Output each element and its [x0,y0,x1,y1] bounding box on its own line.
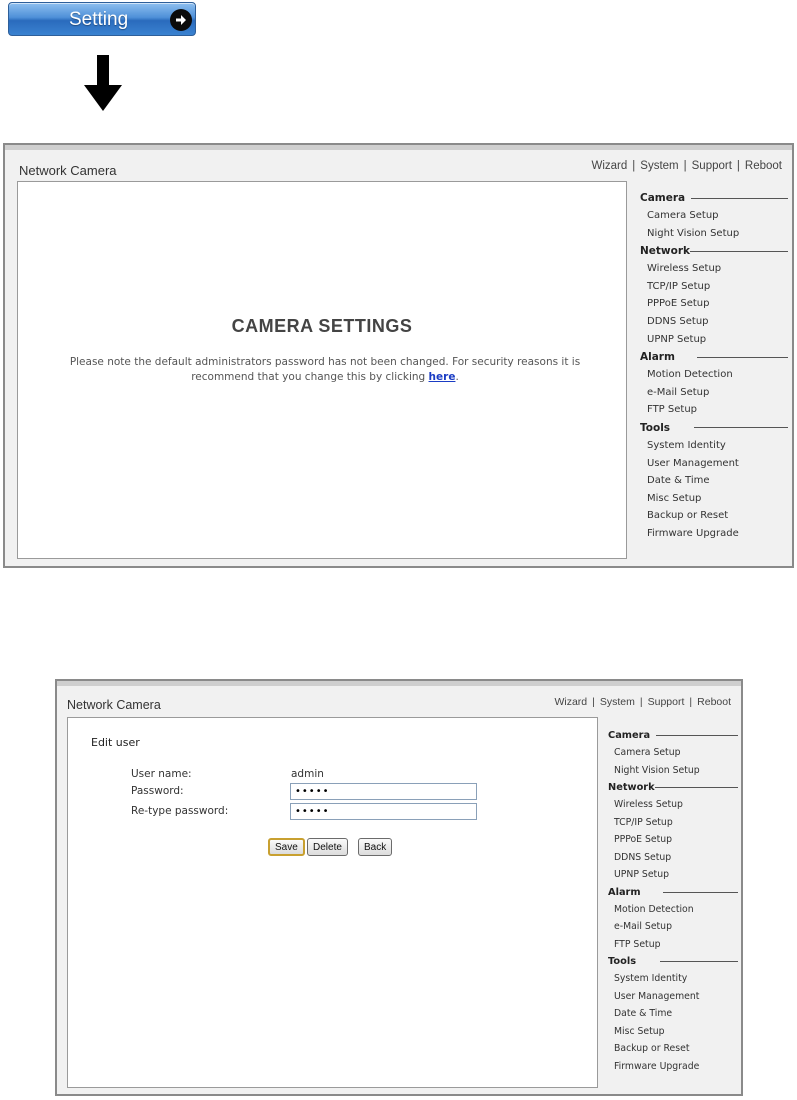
back-button[interactable]: Back [358,838,392,856]
edit-user-window [55,679,743,1096]
password-input[interactable] [290,783,477,800]
sidebar-heading-tools [608,953,738,970]
sidebar-item-firmware-upgrade[interactable]: Firmware Upgrade [614,1060,700,1072]
sidebar-heading-camera [608,727,738,744]
sidebar-item-user-management[interactable]: User Management [647,457,739,469]
sidebar-heading-label: Network [640,245,691,258]
page-title: CAMERA SETTINGS [231,316,413,336]
save-button[interactable]: Save [268,838,305,856]
main-content [67,717,598,1088]
camera-settings-window [3,143,794,568]
sidebar-item-camera-setup[interactable]: Camera Setup [614,747,681,758]
sidebar-item-date-time[interactable]: Date & Time [614,1008,673,1019]
sidebar-item-camera-setup[interactable]: Camera Setup [647,210,719,221]
warning-text: Please note the default administrators password has not been changed. For security reasons it is recommend that you change this by clicking [69,356,581,383]
sidebar-heading-network [640,242,788,260]
sidebar-item-system-identity[interactable]: System Identity [614,973,688,984]
sidebar-item-night-vision-setup[interactable]: Night Vision Setup [614,764,700,776]
sidebar-heading-alarm [640,348,788,366]
form-title: Edit user [91,736,140,749]
sidebar-item-tcpip-setup[interactable]: TCP/IP Setup [614,816,673,828]
sidebar-item-wireless-setup[interactable]: Wireless Setup [614,799,683,810]
sidebar-item-pppoe-setup[interactable]: PPPoE Setup [614,834,673,845]
sidebar-heading-label: Tools [608,956,637,967]
setting-button-label: Setting [69,9,129,30]
sidebar-item-email-setup[interactable]: e-Mail Setup [647,386,710,398]
nav-wizard[interactable]: Wizard [554,696,588,708]
sidebar-heading-camera [640,189,788,207]
sidebar-heading-network [608,779,738,796]
sidebar-heading-label: Network [608,782,655,793]
nav-support[interactable]: Support [691,160,732,172]
change-password-link[interactable]: here [428,371,456,383]
sidebar-item-date-time[interactable]: Date & Time [647,475,710,487]
nav-reboot[interactable]: Reboot [744,160,782,172]
password-warning [38,355,612,385]
app-title: Network Camera [67,698,161,712]
retype-password-label: Re-type password: [131,805,229,817]
sidebar-item-email-setup[interactable]: e-Mail Setup [614,921,672,932]
sidebar-item-firmware-upgrade[interactable]: Firmware Upgrade [647,527,739,539]
username-label: User name: [131,768,192,780]
sidebar-item-upnp-setup[interactable]: UPNP Setup [614,869,669,880]
sidebar-heading-label: Tools [640,421,671,434]
delete-button[interactable]: Delete [307,838,348,856]
sidebar-heading-label: Alarm [640,351,675,364]
sidebar-heading-alarm [608,884,738,901]
down-arrow-icon [84,55,122,111]
sidebar-item-backup-reset[interactable]: Backup or Reset [647,510,729,522]
sidebar-item-ftp-setup[interactable]: FTP Setup [614,938,661,950]
sidebar-item-misc-setup[interactable]: Misc Setup [647,492,702,504]
sidebar-item-motion-detection[interactable]: Motion Detection [614,903,694,915]
sidebar-item-upnp-setup[interactable]: UPNP Setup [647,333,707,345]
window-top-border [5,145,792,150]
sidebar-item-user-management[interactable]: User Management [614,990,700,1002]
sidebar-heading-label: Camera [640,192,686,204]
sidebar-heading-tools [640,419,788,437]
sidebar-menu [608,727,738,1075]
nav-system[interactable]: System [640,160,679,172]
sidebar-item-pppoe-setup[interactable]: PPPoE Setup [647,298,710,310]
retype-password-input[interactable] [290,803,477,820]
nav-wizard[interactable]: Wizard [591,160,628,172]
nav-reboot[interactable]: Reboot [697,696,731,708]
sidebar-item-ddns-setup[interactable]: DDNS Setup [614,851,672,863]
sidebar-heading-label: Camera [608,730,651,741]
arrow-right-icon [170,9,192,31]
main-content [17,181,627,559]
nav-support[interactable]: Support [647,696,685,708]
sidebar-item-ftp-setup[interactable]: FTP Setup [647,404,697,416]
sidebar-item-tcpip-setup[interactable]: TCP/IP Setup [647,280,711,292]
sidebar-item-night-vision-setup[interactable]: Night Vision Setup [647,227,740,239]
setting-button[interactable] [8,2,196,36]
warning-end: . [455,371,459,383]
sidebar-item-ddns-setup[interactable]: DDNS Setup [647,315,709,327]
sidebar-item-backup-reset[interactable]: Backup or Reset [614,1043,690,1054]
top-nav: Wizard | System | Support | Reboot [591,160,782,172]
sidebar-item-wireless-setup[interactable]: Wireless Setup [647,263,722,275]
window-top-border [57,681,741,686]
username-value: admin [291,768,324,780]
app-title: Network Camera [19,163,117,178]
nav-system[interactable]: System [599,696,635,708]
password-label: Password: [131,785,184,797]
sidebar-item-misc-setup[interactable]: Misc Setup [614,1025,665,1037]
sidebar-item-system-identity[interactable]: System Identity [647,439,726,451]
sidebar-menu [640,189,788,543]
sidebar-heading-label: Alarm [608,886,641,898]
top-nav: Wizard | System | Support | Reboot [554,696,731,708]
sidebar-item-motion-detection[interactable]: Motion Detection [647,369,733,381]
